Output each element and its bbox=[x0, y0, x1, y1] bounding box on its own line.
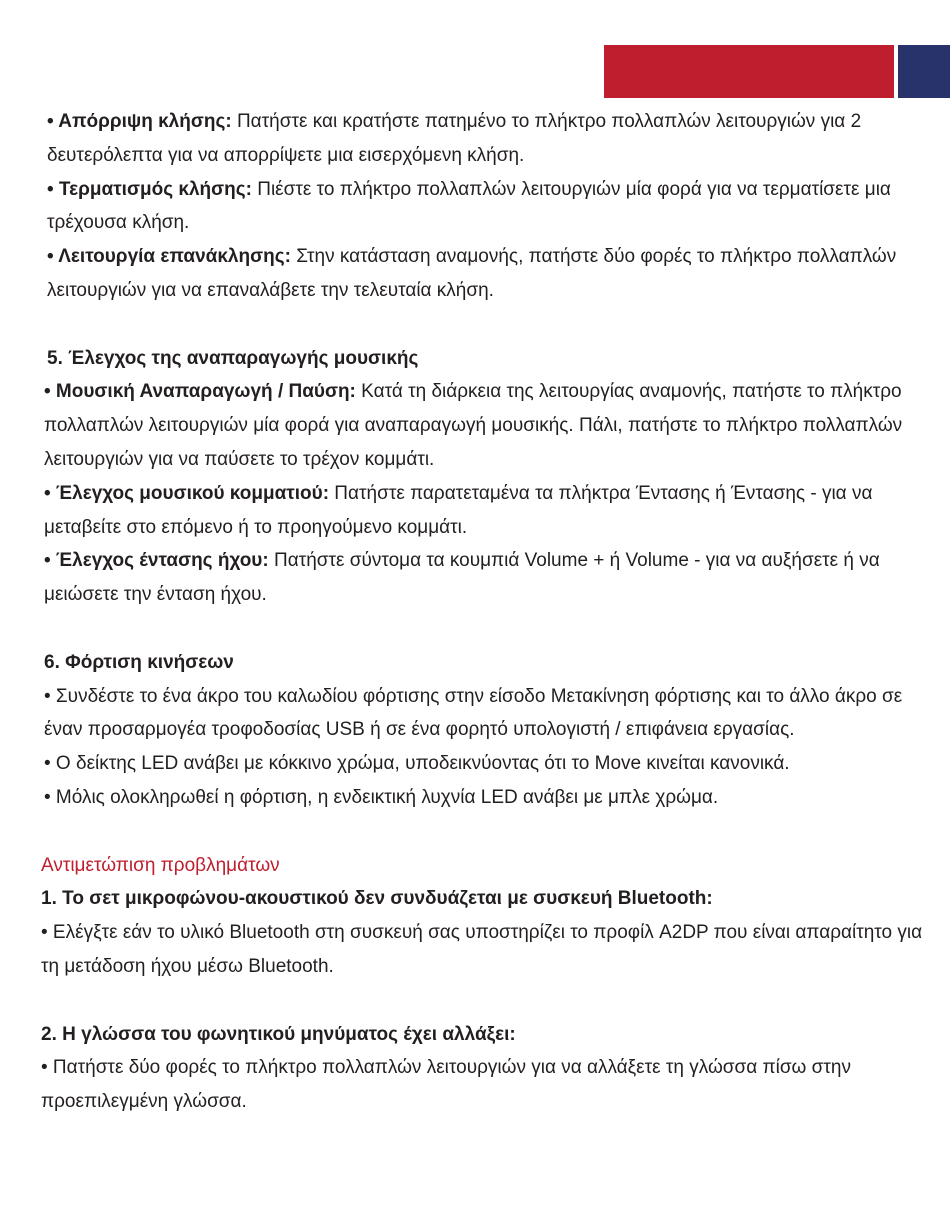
header-red-bar bbox=[604, 45, 894, 98]
track-control-label: • Έλεγχος μουσικού κομματιού: bbox=[44, 482, 330, 504]
charging-item-3: • Μόλις ολοκληρωθεί η φόρτιση, η ενδεικτική λυχνία LED ανάβει με μπλε χρώμα. bbox=[44, 786, 719, 808]
troubleshooting-answer-1: • Ελέγξτε εάν το υλικό Bluetooth στη συσκευή σας υποστηρίζει το προφίλ A2DP που είναι απαραίτητο για τη μετάδοση ήχου μέσω Bluetooth. bbox=[41, 922, 923, 977]
call-reject-paragraph bbox=[0, 105, 950, 173]
track-control-paragraph bbox=[0, 477, 950, 545]
music-heading: 5. Έλεγχος της αναπαραγωγής μουσικής bbox=[47, 347, 419, 369]
volume-control-paragraph bbox=[0, 544, 950, 612]
call-end-label: • Τερματισμός κλήσης: bbox=[47, 178, 252, 200]
play-pause-paragraph bbox=[0, 375, 950, 476]
troubleshooting-question-2: 2. Η γλώσσα του φωνητικού μηνύματος έχει αλλάξει: bbox=[41, 1023, 516, 1045]
troubleshooting-answer-2: • Πατήστε δύο φορές το πλήκτρο πολλαπλών λειτουργιών για να αλλάξετε τη γλώσσα πίσω στην προεπιλεγμένη γλώσσα. bbox=[41, 1057, 851, 1113]
call-reject-text: Πατήστε και κρατήστε πατημένο το πλήκτρο πολλαπλών λειτουργιών για 2 δευτερόλεπτα για να απορρίψετε μια εισερχόμενη κλήση. bbox=[47, 111, 862, 166]
call-end-text: Πιέστε το πλήκτρο πολλαπλών λειτουργιών μία φορά για να τερματίσετε μια τρέχουσα κλήση. bbox=[47, 178, 891, 234]
redial-text: Στην κατάσταση αναμονής, πατήστε δύο φορές το πλήκτρο πολλαπλών λειτουργιών για να επαναλάβετε την τελευταία κλήση. bbox=[47, 246, 897, 301]
section-gap bbox=[0, 984, 950, 1018]
document-body bbox=[0, 105, 950, 1119]
section-gap bbox=[0, 308, 950, 342]
charging-item-2: • Ο δείκτης LED ανάβει με κόκκινο χρώμα, υποδεικνύοντας ότι το Move κινείται κανονικά. bbox=[44, 753, 790, 775]
charging-item-1: • Συνδέστε το ένα άκρο του καλωδίου φόρτισης στην είσοδο Μετακίνηση φόρτισης και το άλλο άκρο σε έναν προσαρμογέα τροφοδοσίας USB ή σε ένα φορητό υπολογιστή / επιφάνεια εργασίας. bbox=[44, 685, 903, 741]
call-reject-label: • Απόρριψη κλήσης: bbox=[47, 111, 232, 132]
troubleshooting-heading: Αντιμετώπιση προβλημάτων bbox=[41, 854, 280, 876]
redial-label: • Λειτουργία επανάκλησης: bbox=[47, 246, 291, 268]
play-pause-label: • Μουσική Αναπαραγωγή / Παύση: bbox=[44, 381, 356, 403]
play-pause-text: Κατά τη διάρκεια της λειτουργίας αναμονής, πατήστε το πλήκτρο πολλαπλών λειτουργιών μία φορά για αναπαραγωγή μουσικής. Πάλι, πατήστε το πλήκτρο πολλαπλών λειτουργιών για να παύσετε το τρέχον κομμάτι. bbox=[44, 381, 903, 470]
volume-control-text: Πατήστε σύντομα τα κουμπιά Volume + ή Volume - για να αυξήσετε ή να μειώσετε την ένταση ήχου. bbox=[44, 550, 880, 606]
charging-heading: 6. Φόρτιση κινήσεων bbox=[44, 651, 234, 673]
section-gap bbox=[0, 815, 950, 849]
redial-paragraph bbox=[0, 240, 950, 308]
volume-control-label: • Έλεγχος έντασης ήχου: bbox=[44, 550, 269, 572]
section-gap bbox=[0, 612, 950, 646]
troubleshooting-question-1: 1. Το σετ μικροφώνου-ακουστικού δεν συνδυάζεται με συσκευή Bluetooth: bbox=[41, 888, 713, 910]
call-end-paragraph bbox=[0, 173, 950, 241]
header-blue-bar bbox=[898, 45, 950, 98]
track-control-text: Πατήστε παρατεταμένα τα πλήκτρα Έντασης ή Έντασης - για να μεταβείτε στο επόμενο ή το προηγούμενο κομμάτι. bbox=[44, 482, 873, 538]
